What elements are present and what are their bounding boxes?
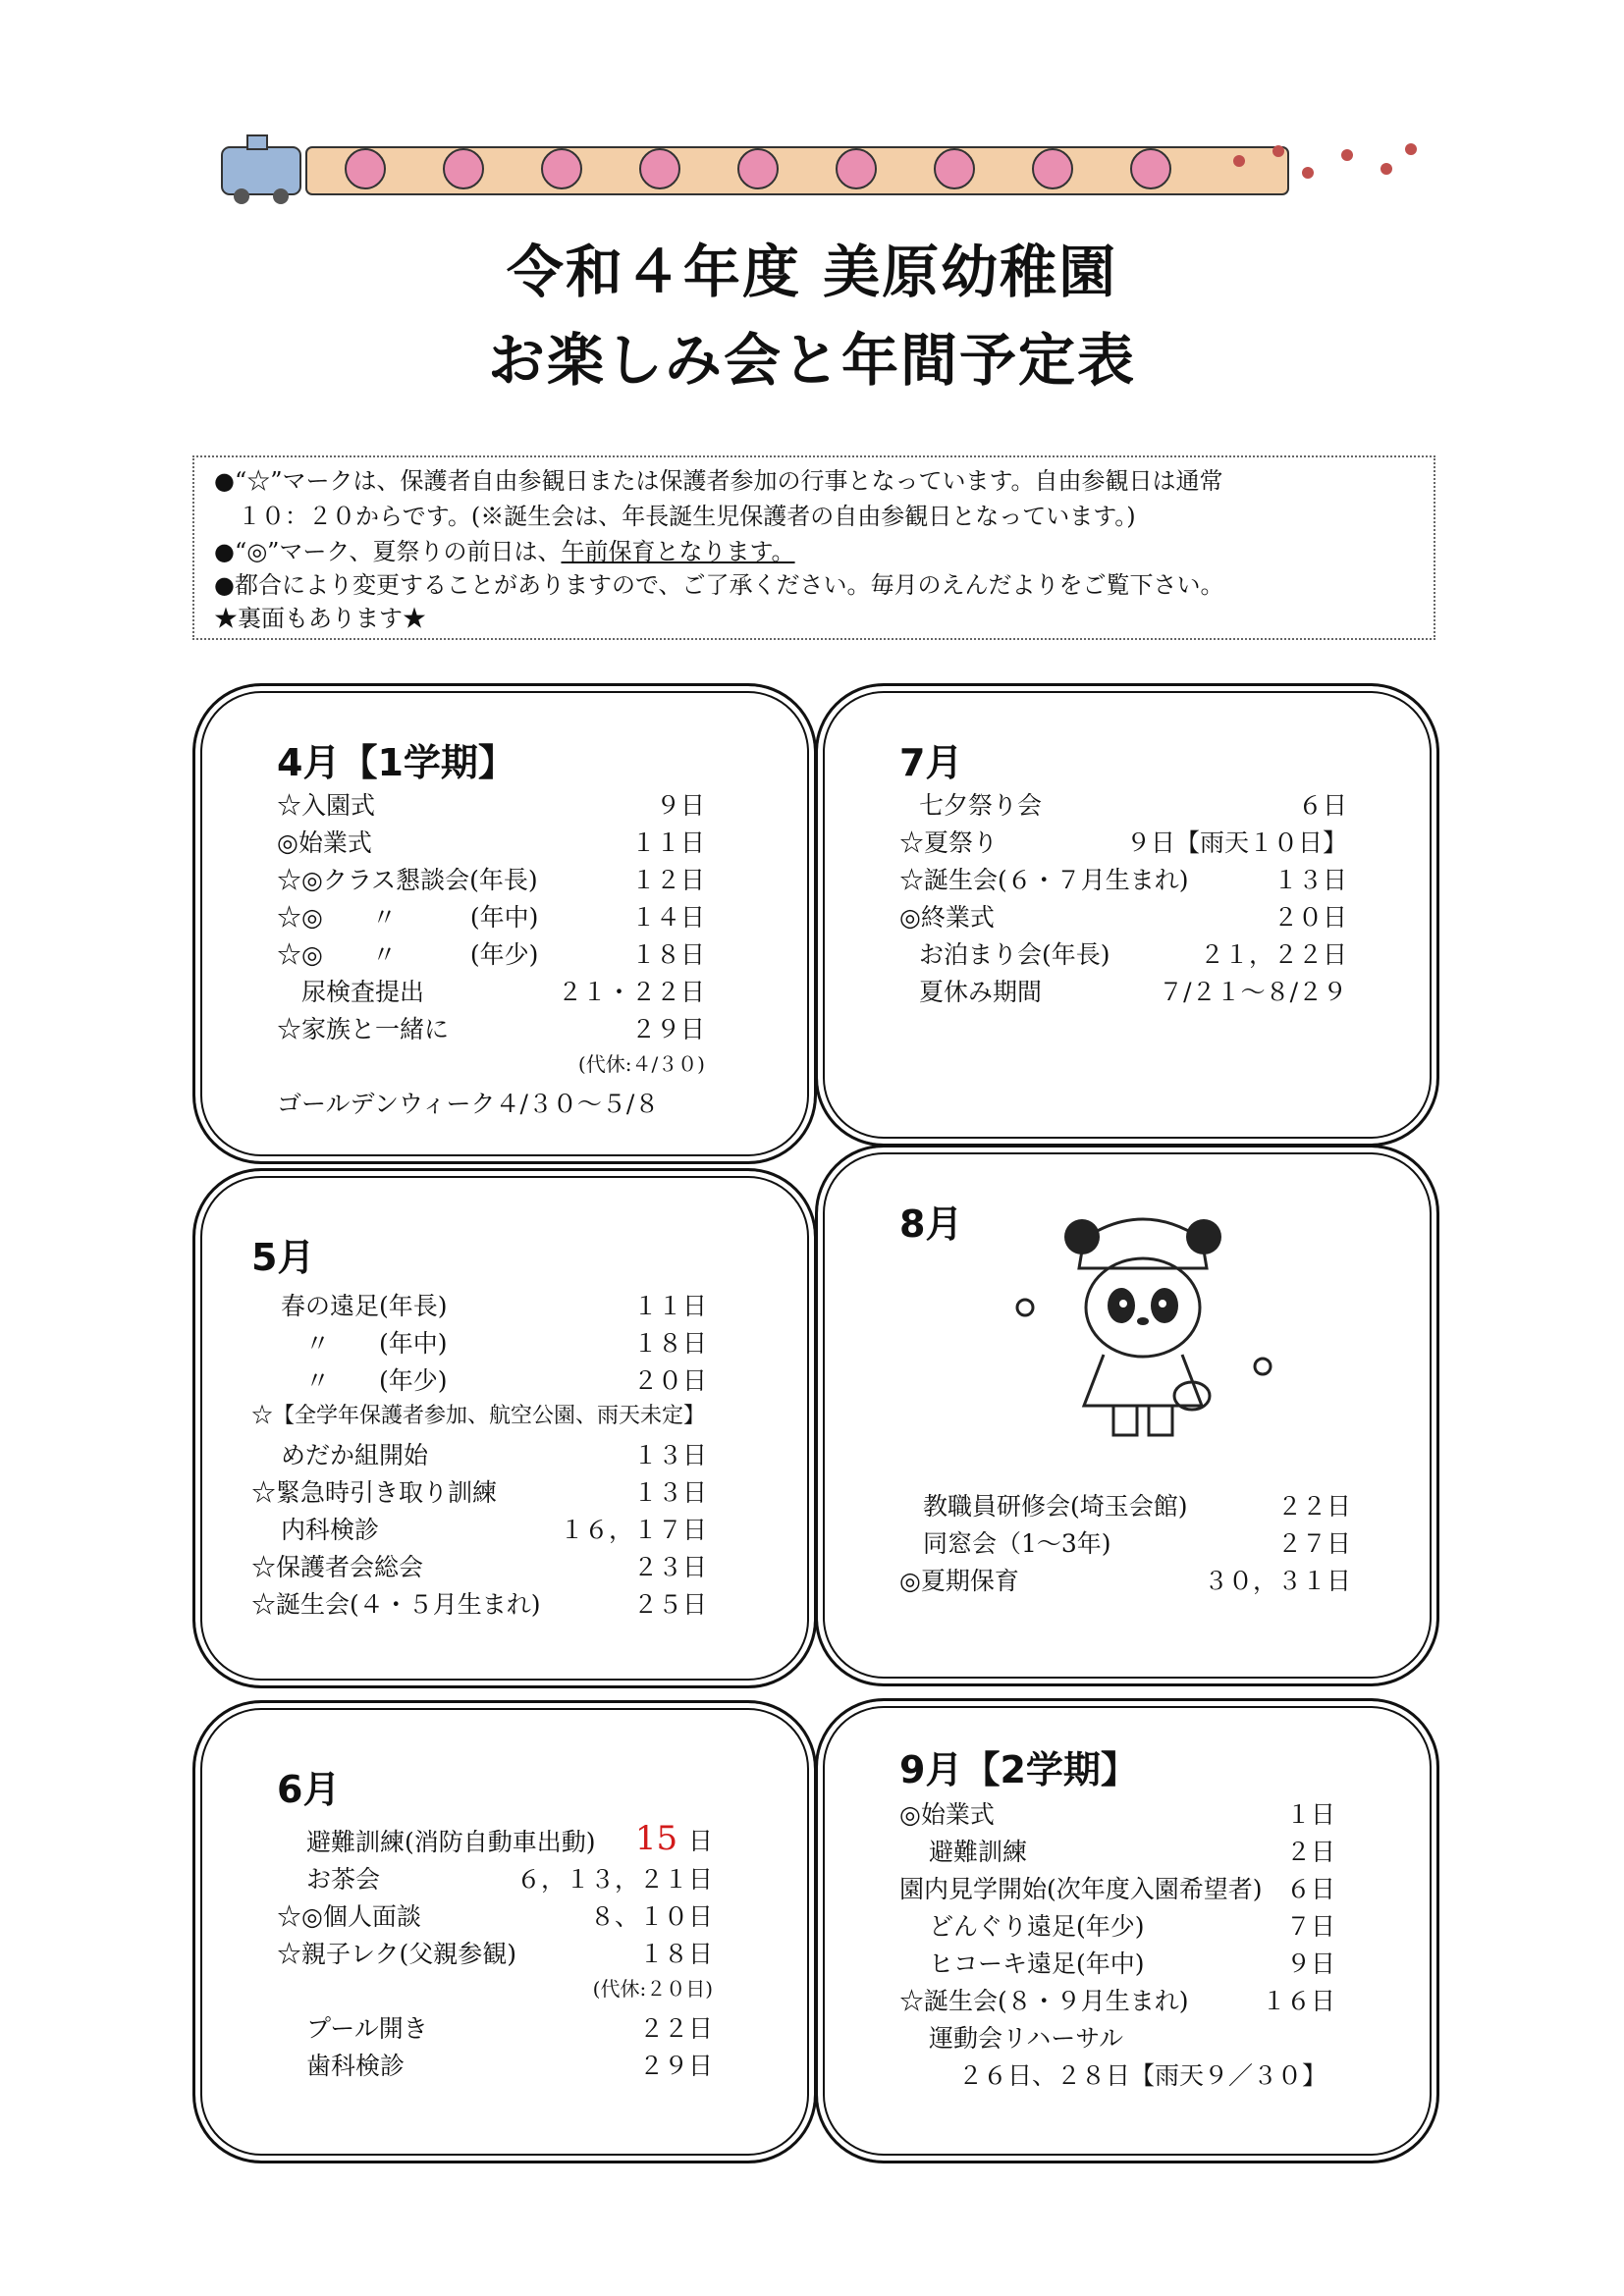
event-label: ゴールデンウィーク４/３０～５/８: [277, 1090, 660, 1118]
event-label: ☆【全学年保護者参加、航空公園、雨天未定】: [251, 1404, 706, 1428]
event-label: 〃 (年中): [281, 1329, 448, 1358]
event-date: ９日: [1285, 1949, 1335, 1978]
event-date: ２７日: [1276, 1529, 1351, 1558]
note-text: ●“◎”マーク、夏祭りの前日は、: [214, 538, 562, 565]
event-label: 七夕祭り会: [919, 791, 1043, 820]
event-date: ６日: [1285, 1875, 1335, 1903]
event-label: ☆親子レク(父親参観): [277, 1940, 517, 1968]
note-line: ●都合により変更することがありますので、ご了承ください。毎月のえんだよりをご覧下さい。: [214, 571, 1224, 599]
event-label: 〃 (年少): [281, 1366, 448, 1395]
august-heading: 8月: [899, 1202, 963, 1246]
event-date: ２０日: [1272, 903, 1347, 932]
event-date: １４日: [630, 903, 705, 932]
event-date-suffix: 日: [687, 1827, 713, 1855]
event-label: めだか組開始: [281, 1441, 429, 1469]
event-date: ２日: [1285, 1838, 1335, 1866]
event-date: ２９日: [638, 2052, 713, 2080]
train-banner-illustration: [218, 130, 1426, 206]
event-date: １８日: [632, 1329, 707, 1358]
event-date: ７/２１～８/２９: [1159, 978, 1347, 1006]
event-label: お泊まり会(年長): [919, 940, 1110, 969]
event-label: 園内見学開始(次年度入園希望者): [899, 1875, 1263, 1903]
event-date: (代休:２０日): [592, 1977, 713, 2001]
event-label: ☆誕生会(６・７月生まれ): [899, 866, 1189, 894]
event-label: ２６日、２８日【雨天９／３０】: [958, 2061, 1327, 2090]
event-date: (代休:４/３０): [577, 1052, 705, 1076]
page-title-line-2: お楽しみ会と年間予定表: [487, 327, 1136, 394]
event-date: ２０日: [632, 1366, 707, 1395]
event-date: ２２日: [1276, 1492, 1351, 1521]
event-label: 避難訓練: [929, 1838, 1028, 1866]
event-label: ☆◎クラス懇談会(年長): [277, 866, 538, 894]
event-label: ◎終業式: [899, 903, 995, 932]
event-date: １２日: [630, 866, 705, 894]
event-label: 歯科検診: [306, 2052, 406, 2080]
event-label: 避難訓練(消防自動車出動): [306, 1828, 596, 1856]
event-date: ３０，３１日: [1203, 1567, 1351, 1595]
event-date: ９日: [655, 791, 705, 820]
event-label: 春の遠足(年長): [281, 1292, 448, 1320]
event-date: １６，１７日: [559, 1516, 707, 1544]
event-date: １３日: [632, 1441, 707, 1469]
event-label: プール開き: [306, 2014, 428, 2043]
event-date: ８、１０日: [589, 1902, 713, 1931]
event-date: １６日: [1261, 1987, 1335, 2015]
event-date: １１日: [630, 828, 705, 857]
event-label: ◎始業式: [277, 828, 372, 857]
event-date: １１日: [632, 1292, 707, 1320]
note-line: ●“☆”マークは、保護者自由参観日または保護者参加の行事となっています。自由参観日は通常: [214, 467, 1223, 495]
event-label: どんぐり遠足(年少): [929, 1912, 1145, 1941]
april-heading: 4月【1学期】: [277, 741, 515, 784]
note-line: １０：２０からです。(※誕生会は、年長誕生児保護者の自由参観日となっています。): [214, 503, 1136, 530]
event-date: １８日: [630, 940, 705, 969]
event-date: ９日【雨天１０日】: [1125, 828, 1347, 857]
june-heading: 6月: [277, 1768, 341, 1811]
page-title-line-1: 令和４年度 美原幼稚園: [506, 239, 1118, 305]
event-label: ◎夏期保育: [899, 1567, 1019, 1595]
event-label: ☆夏祭り: [899, 828, 999, 857]
panda-illustration: [1005, 1200, 1290, 1455]
event-date: ２３日: [632, 1553, 707, 1581]
event-date: ７日: [1285, 1912, 1335, 1941]
event-date: ２５日: [632, 1590, 707, 1619]
event-label: ☆緊急時引き取り訓練: [251, 1478, 498, 1507]
event-label: 教職員研修会(埼玉会館): [923, 1492, 1188, 1521]
event-date: １日: [1285, 1800, 1335, 1829]
september-heading: 9月【2学期】: [899, 1748, 1138, 1791]
event-label: ☆◎ 〃 (年少): [277, 940, 539, 969]
event-date: [634, 1819, 713, 1858]
july-heading: 7月: [899, 741, 963, 784]
event-label: ヒコーキ遠足(年中): [929, 1949, 1145, 1978]
event-date: ２１・２２日: [557, 978, 705, 1006]
event-label: ☆家族と一緒に: [277, 1015, 450, 1043]
event-label: お茶会: [306, 1865, 381, 1894]
event-date: ２２日: [638, 2014, 713, 2043]
event-label: 内科検診: [281, 1516, 380, 1544]
event-label: ☆誕生会(４・５月生まれ): [251, 1590, 541, 1619]
event-date: ２１，２２日: [1199, 940, 1347, 969]
event-label: 尿検査提出: [277, 978, 425, 1006]
notes-box: [192, 455, 1435, 640]
event-label: 同窓会（1～3年): [923, 1529, 1111, 1558]
note-underlined-text: 午前保育となります。: [561, 538, 795, 565]
event-date: １３日: [1272, 866, 1347, 894]
event-label: ☆◎ 〃 (年中): [277, 903, 539, 932]
event-date: ６，１３，２１日: [515, 1865, 713, 1894]
note-line: ★裏面もあります★: [214, 605, 426, 632]
event-date: １８日: [638, 1940, 713, 1968]
event-date-highlight: 15: [634, 1819, 688, 1858]
event-label: ☆入園式: [277, 791, 376, 820]
event-label: 運動会リハーサル: [929, 2024, 1124, 2053]
event-label: 夏休み期間: [919, 978, 1043, 1006]
note-line: [214, 540, 795, 563]
event-date: １３日: [632, 1478, 707, 1507]
event-date: ２９日: [630, 1015, 705, 1043]
may-heading: 5月: [251, 1236, 315, 1279]
event-label: ☆保護者会総会: [251, 1553, 424, 1581]
event-date: ６日: [1297, 791, 1347, 820]
event-label: ☆誕生会(８・９月生まれ): [899, 1987, 1189, 2015]
event-label: ◎始業式: [899, 1800, 995, 1829]
event-label: ☆◎個人面談: [277, 1902, 421, 1931]
